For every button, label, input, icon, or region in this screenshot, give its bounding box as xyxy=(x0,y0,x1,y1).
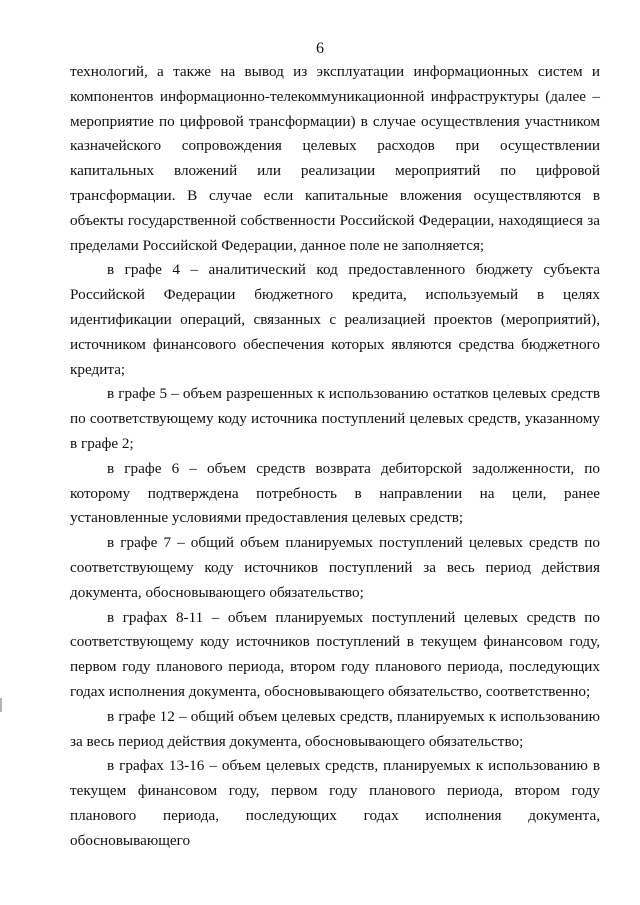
page-number: 6 xyxy=(316,40,324,57)
paragraph-columns-8-11: в графах 8-11 – объем планируемых поступлений целевых средств по соответствующему коду источников поступлений в текущем финансовом году, первом году планового периода, втором году планового периода, последующих годах исполнения документа, обосновывающего обязательство, соответственно; xyxy=(70,608,600,700)
paragraph-columns-13-16: в графах 13-16 – объем целевых средств, планируемых к использованию в текущем финансовом году, первом году планового периода, втором году планового периода, последующих годах исполнения документа, обосновывающего xyxy=(70,757,600,849)
paragraph-column-5: в графе 5 – объем разрешенных к использованию остатков целевых средств по соответствующему коду источника поступлений целевых средств, указанному в графе 2; xyxy=(70,385,600,452)
scan-margin-mark xyxy=(0,698,2,712)
paragraph-column-12: в графе 12 – общий объем целевых средств, планируемых к использованию за весь период действия документа, обосновывающего обязательство; xyxy=(70,707,600,750)
paragraph-continued: технологий, а также на вывод из эксплуатации информационных систем и компонентов информационно-телекоммуникационной инфраструктуры (далее – мероприятие по цифровой трансформации) в случае осуществления участником казначейского сопровождения целевых расходов при осуществлении капитальных вложений или реализации мероприятий по цифровой трансформации. В случае если капитальные вложения осуществляются в объекты государственной собственности Российской Федерации, находящиеся за пределами Российской Федерации, данное поле не заполняется; xyxy=(70,63,600,254)
paragraph-column-7: в графе 7 – общий объем планируемых поступлений целевых средств по соответствующему коду источников поступлений за весь период действия документа, обосновывающего обязательство; xyxy=(70,534,600,601)
paragraph-column-4: в графе 4 – аналитический код предоставленного бюджету субъекта Российской Федерации бюджетного кредита, используемый в целях идентификации операций, связанных с реализацией проектов (мероприятий), источником финансового обеспечения которых являются средства бюджетного кредита; xyxy=(70,261,600,378)
paragraph-column-6: в графе 6 – объем средств возврата дебиторской задолженности, по которому подтверждена потребность в направлении на цели, ранее установленные условиями предоставления целевых средств; xyxy=(70,459,600,527)
document-body xyxy=(70,60,600,854)
